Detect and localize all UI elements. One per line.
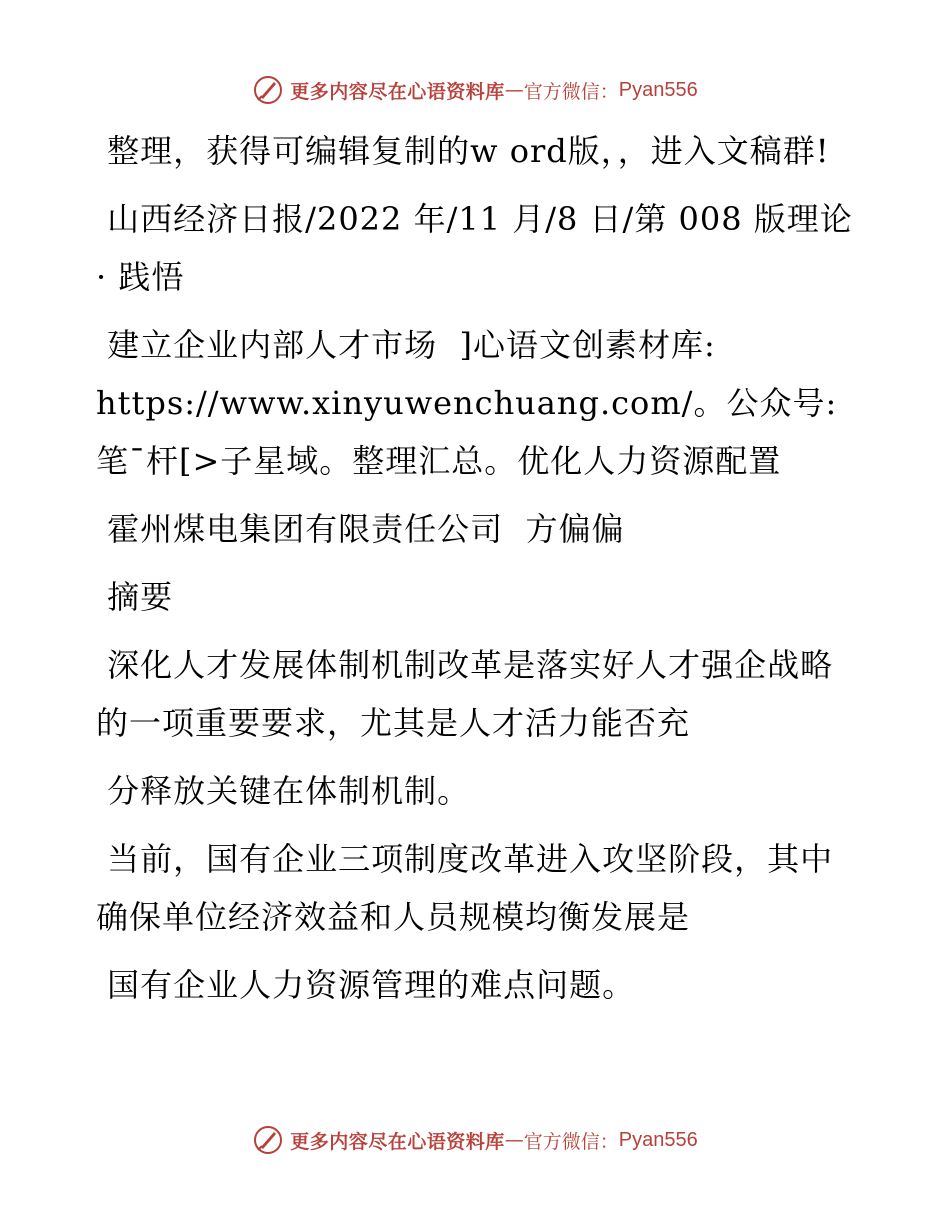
document-body [96,122,856,1024]
paragraph-abstract-2: 分释放关键在体制机制。 [96,772,471,810]
paragraph-source: 山西经济日报/2022 年/11 月/8 日/第 008 版理论· 践悟 [96,200,853,296]
watermark-separator: — [504,79,524,101]
paragraph-abstract-3: 当前，国有企业三项制度改革进入攻坚阶段，其中确保单位经济效益和人员规模均衡发展是 [96,840,834,936]
watermark-wechat-id: Pyan556 [618,1128,698,1151]
watermark-main-text: 更多内容尽在心语资料库 [290,80,505,103]
footer-watermark [0,1120,950,1160]
watermark-separator: — [504,1129,524,1151]
paragraph-abstract-1: 深化人才发展体制机制改革是落实好人才强企战略的一项重要要求，尤其是人才活力能否充 [96,646,834,742]
paragraph-title: 建立企业内部人才市场 ]心语文创素材库: https://www.xinyuwenchuang.com/。公众号: 笔¯杆[>子星域。整理汇总。优化人力资源配置 [96,326,849,480]
paragraph-abstract-4: 国有企业人力资源管理的难点问题。 [96,966,636,1004]
watermark-wechat-label: 官方微信： [523,1130,619,1153]
paragraph-abstract-heading: 摘要 [96,578,174,616]
watermark-wechat-id: Pyan556 [618,78,698,101]
watermark-main-text: 更多内容尽在心语资料库 [290,1130,505,1153]
quill-pen-logo-icon [252,74,284,106]
watermark-wechat-label: 官方微信： [523,80,619,103]
paragraph-intro: 整理，获得可编辑复制的w ord版，，进入文稿群! [96,132,830,170]
paragraph-author: 霍州煤电集团有限责任公司 方偏偏 [96,510,625,548]
header-watermark [0,70,950,110]
quill-pen-logo-icon [252,1124,284,1156]
